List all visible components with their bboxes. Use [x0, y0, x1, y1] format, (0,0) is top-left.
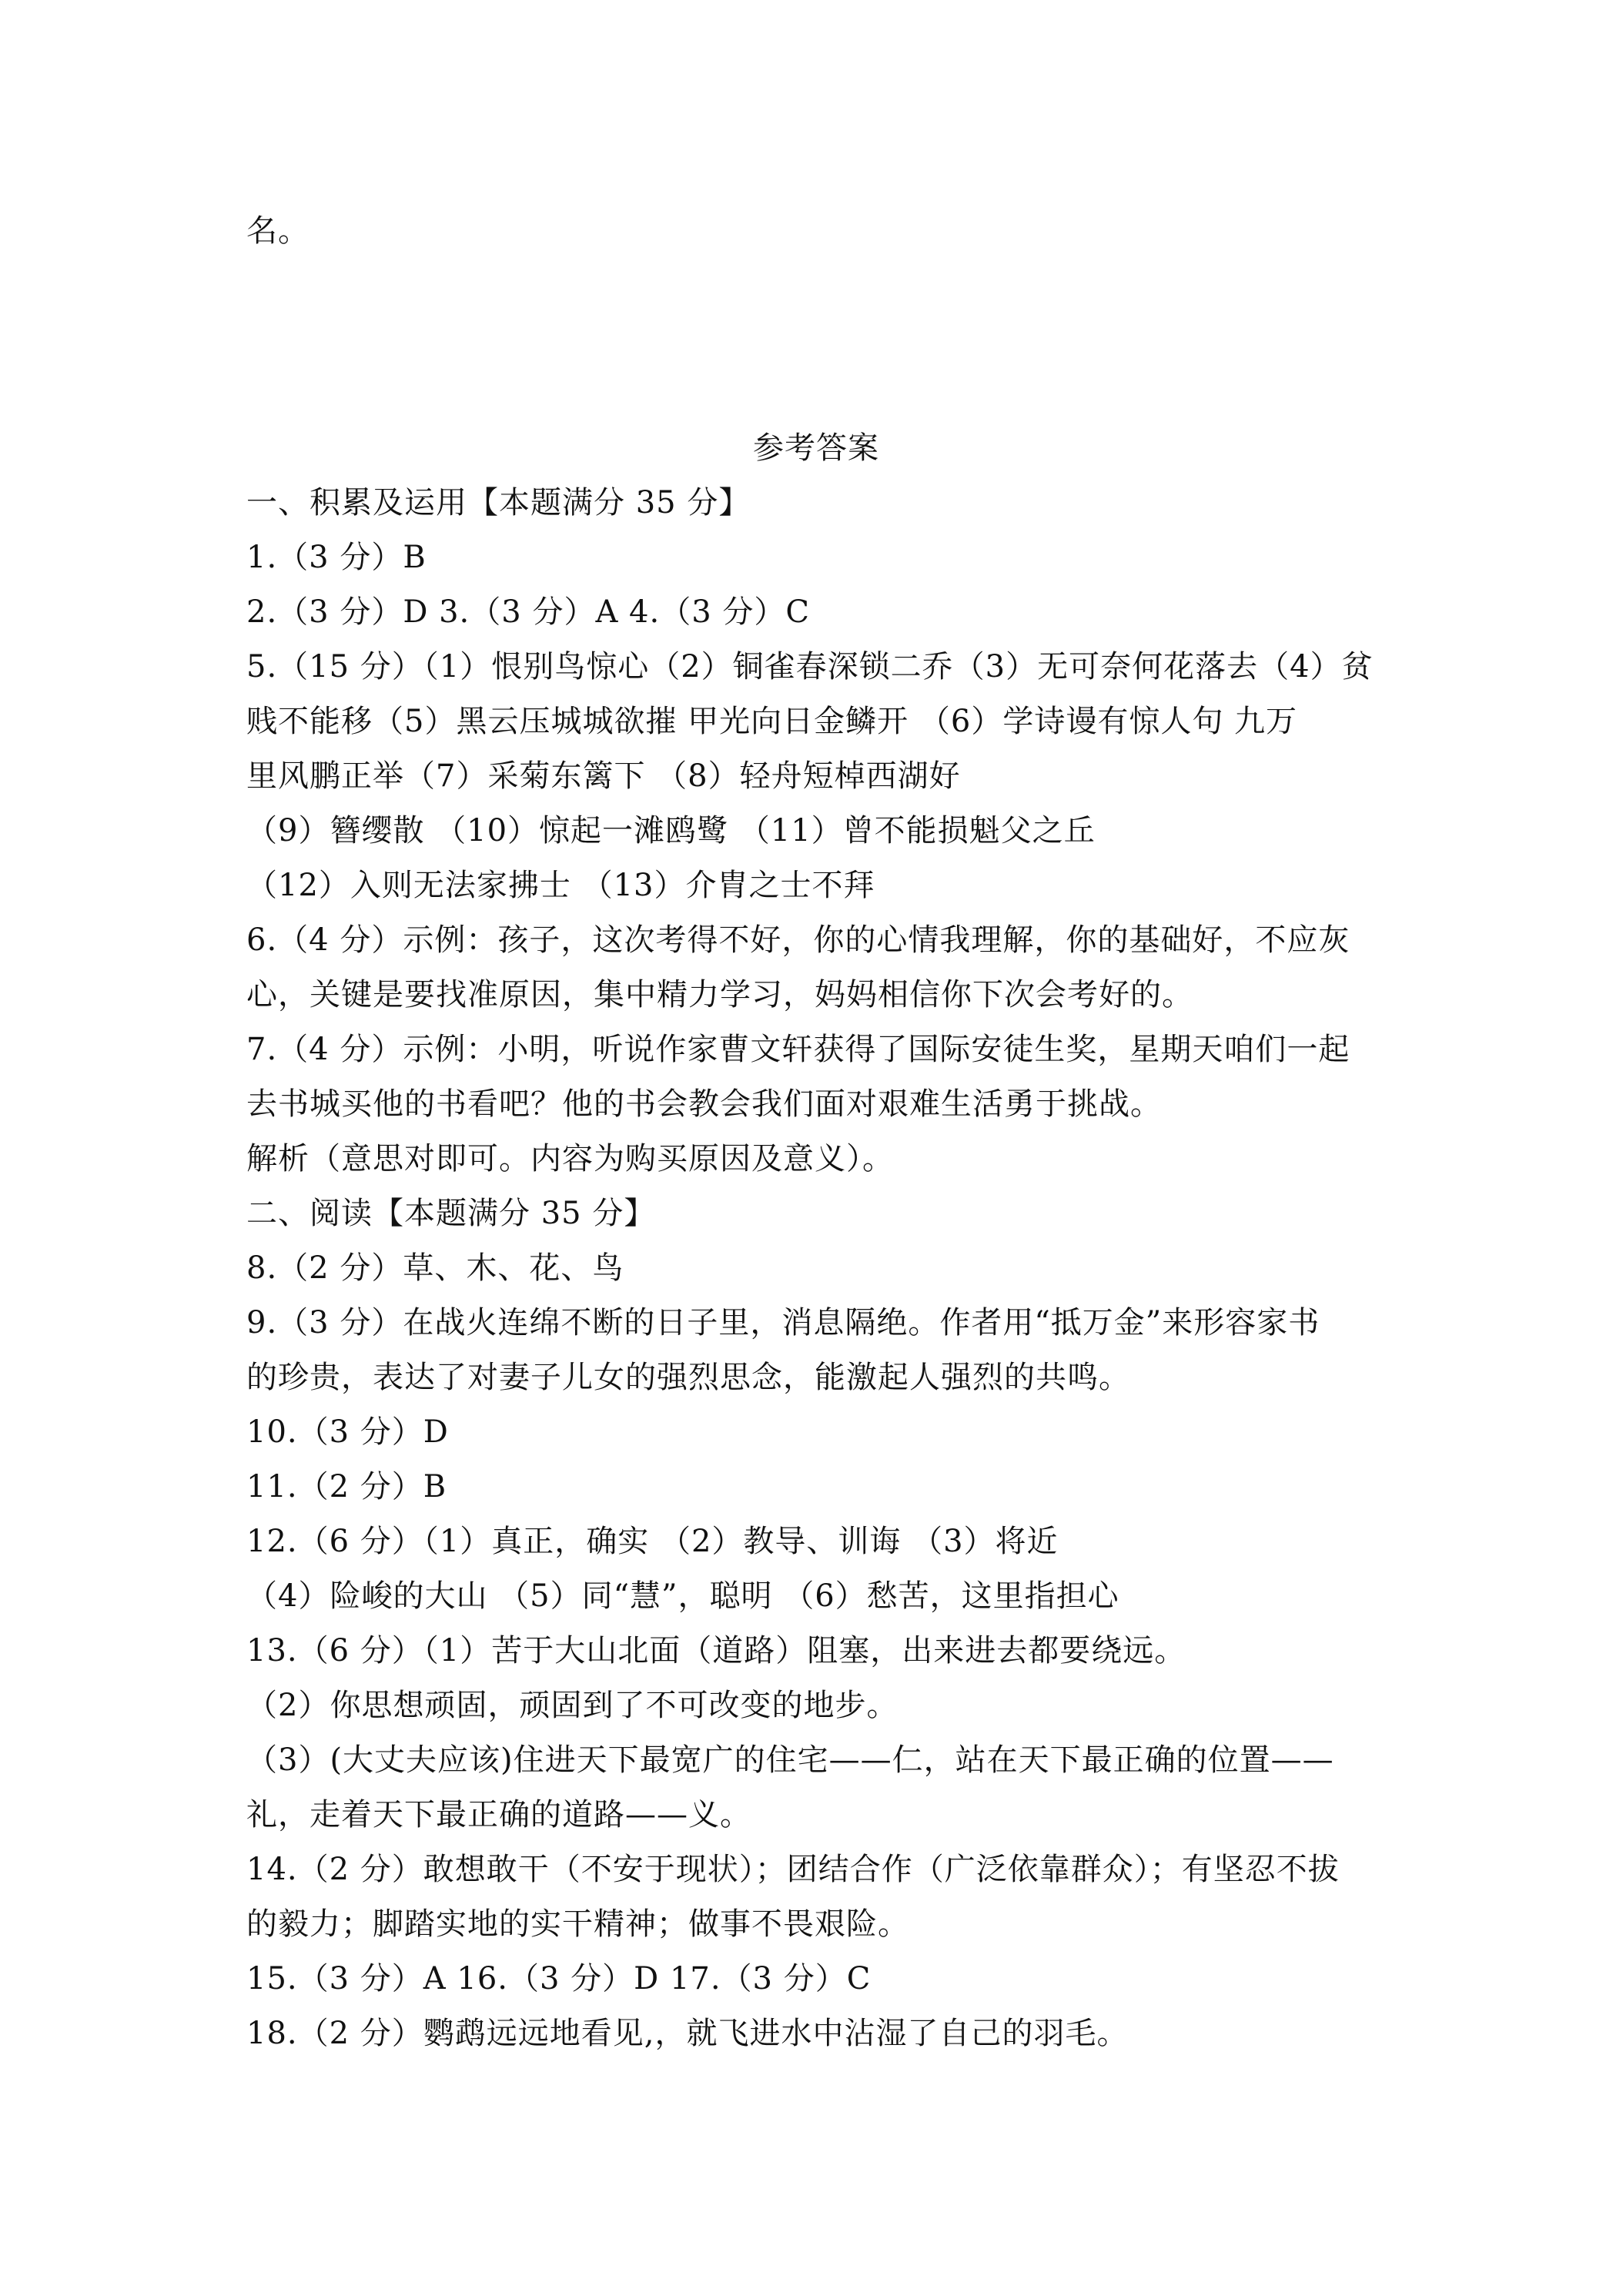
answer-key-body [246, 204, 1386, 2061]
answer-line: 解析（意思对即可。内容为购买原因及意义）。 [246, 1141, 894, 1176]
section-spacer [246, 259, 1386, 421]
answer-line: 7.（4 分）示例：小明，听说作家曹文轩获得了国际安徒生奖，星期天咱们一起 [246, 1032, 1350, 1067]
answer-line: 5.（15 分）（1）恨别鸟惊心（2）铜雀春深锁二乔（3）无可奈何花落去（4）贫 [246, 649, 1374, 684]
answer-line: 6.（4 分）示例：孩子，这次考得不好，你的心情我理解，你的基础好，不应灰 [246, 922, 1350, 958]
answer-line: 贱不能移（5）黑云压城城欲摧 甲光向日金鳞开 （6）学诗谩有惊人句 九万 [246, 704, 1298, 739]
answer-line: 礼，走着天下最正确的道路——义。 [246, 1797, 751, 1832]
answer-line: 二、阅读【本题满分 35 分】 [246, 1196, 656, 1231]
answer-line: （4）险峻的大山 （5）同“慧”，聪明 （6）愁苦，这里指担心 [246, 1578, 1119, 1614]
answer-line: （9）簪缨散 （10）惊起一滩鸥鹭 （11）曾不能损魁父之丘 [246, 813, 1096, 848]
answer-line: 8.（2 分）草、木、花、鸟 [246, 1250, 624, 1286]
answer-line: 1.（3 分）B [246, 540, 427, 575]
answer-line: 一、积累及运用【本题满分 35 分】 [246, 485, 751, 520]
answer-line: 13.（6 分）（1）苦于大山北面（道路）阻塞，出来进去都要绕远。 [246, 1633, 1186, 1668]
answer-line: 14.（2 分）敢想敢干（不安于现状）；团结合作（广泛依靠群众）；有坚忍不拔 [246, 1852, 1340, 1887]
answer-line: 心，关键是要找准原因，集中精力学习，妈妈相信你下次会考好的。 [246, 977, 1193, 1012]
answer-line: 2.（3 分）D 3.（3 分）A 4.（3 分）C [246, 594, 810, 630]
answer-line: （3）(大丈夫应该)住进天下最宽广的住宅——仁，站在天下最正确的位置—— [246, 1742, 1334, 1778]
answer-line: 15.（3 分）A 16.（3 分）D 17.（3 分）C [246, 1961, 872, 1996]
answer-lines [246, 476, 1386, 2061]
answer-line: （2）你思想顽固，顽固到了不可改变的地步。 [246, 1688, 899, 1723]
lead-text-line: 名。 [246, 213, 310, 249]
answer-line: 12.（6 分）（1）真正，确实 （2）教导、训诲 （3）将近 [246, 1524, 1059, 1559]
answer-line: 11.（2 分）B [246, 1469, 447, 1504]
answer-line: 里风鹏正举（7）采菊东篱下 （8）轻舟短棹西湖好 [246, 758, 961, 794]
answer-line: 10.（3 分）D [246, 1414, 449, 1450]
answer-line: （12）入则无法家拂士 （13）介胄之士不拜 [246, 868, 875, 903]
answer-key-title: 参考答案 [753, 430, 879, 466]
answer-line: 去书城买他的书看吧？他的书会教会我们面对艰难生活勇于挑战。 [246, 1086, 1162, 1122]
answer-line: 的珍贵，表达了对妻子儿女的强烈思念，能激起人强烈的共鸣。 [246, 1360, 1130, 1395]
answer-line: 9.（3 分）在战火连绵不断的日子里，消息隔绝。作者用“抵万金”来形容家书 [246, 1305, 1320, 1340]
answer-line: 的毅力；脚踏实地的实干精神；做事不畏艰险。 [246, 1906, 909, 1942]
answer-line: 18.（2 分）鹦鹉远远地看见,，就飞进水中沾湿了自己的羽毛。 [246, 2016, 1129, 2051]
